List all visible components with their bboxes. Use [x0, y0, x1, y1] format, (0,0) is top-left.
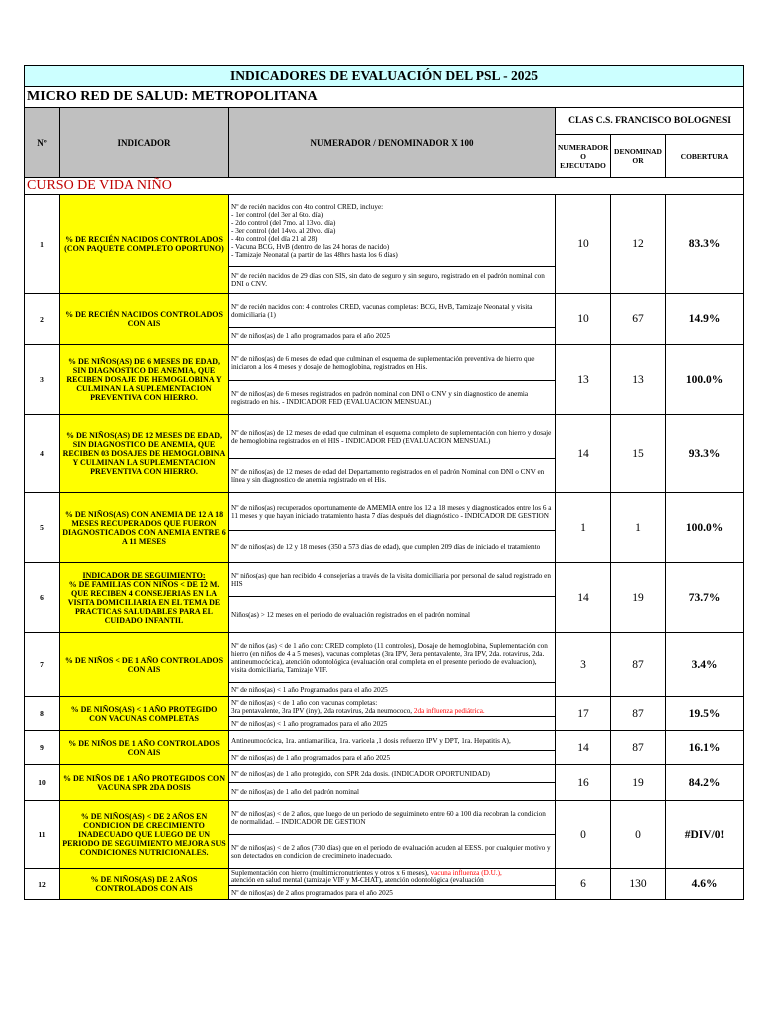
- row-number: 10: [25, 765, 60, 801]
- row-number: 2: [25, 294, 60, 345]
- denominator-value: 13: [611, 345, 666, 415]
- indicator-label: % DE NIÑOS(AS) < DE 2 AÑOS EN CONDICION DE CRECIMIENTO INADECUADO QUE LUEGO DE UN PERIODO DE SEGUIMIENTO MEJORA SUS CONDICIONES NUTRICIONALES.: [62, 812, 226, 857]
- denominator-value: 67: [611, 294, 666, 345]
- numerator-highlight: vacuna influenza (D.U.),: [430, 869, 502, 877]
- numerator-text-continued: atención en salud mental (tamizaje VIF y M-CHAT), atención odontológica (evaluación: [231, 876, 484, 884]
- row-number: 9: [25, 731, 60, 765]
- indicator-label: % DE NIÑOS(AS) DE 2 AÑOS CONTROLADOS CON AIS: [90, 875, 198, 893]
- indicator-title: INDICADOR DE SEGUIMIENTO:: [82, 570, 206, 580]
- numerator-description: [229, 765, 556, 783]
- denominator-description: Niños(as) > 12 meses en el periodo de evaluación registrados en el padrón nominal: [229, 597, 556, 633]
- coverage-value: 100.0%: [666, 493, 744, 563]
- numerator-text: Nº de niños(as) < de 1 año con vacunas completas: 3ra pentavalente, 3ra IPV (iny), 2da rotavirus, 2da neumococo,: [231, 698, 413, 715]
- numerator-value: 3: [556, 633, 611, 697]
- denominator-value: 130: [611, 869, 666, 900]
- coverage-value: 16.1%: [666, 731, 744, 765]
- denominator-value: 0: [611, 801, 666, 869]
- indicator-table: [24, 65, 744, 900]
- row-number: 4: [25, 415, 60, 493]
- numerator-text: Nº de recién nacidos con: 4 controles CRED, vacunas completas: BCG, HvB, Tamizaje Neonatal y visita domiciliaria (1): [231, 302, 533, 319]
- table-row: [25, 294, 744, 328]
- numerator-description: [229, 345, 556, 381]
- table-row: [25, 345, 744, 381]
- indicator-label: % DE RECIÉN NACIDOS CONTROLADOS (CON PAQUETE COMPLETO OPORTUNO): [64, 235, 224, 253]
- table-row: [25, 697, 744, 717]
- coverage-value: 84.2%: [666, 765, 744, 801]
- numerator-value: 16: [556, 765, 611, 801]
- denominator-value: 15: [611, 415, 666, 493]
- header-coverage: COBERTURA: [666, 135, 744, 178]
- denominator-value: 19: [611, 563, 666, 633]
- coverage-value: 93.3%: [666, 415, 744, 493]
- denominator-description: Nº de niños(as) < de 2 años (730 días) que en el periodo de evaluación acuden al EESS. por cualquier motivo y son detectados en condicion de crecimineto inadecuado.: [229, 835, 556, 869]
- indicator-name: [60, 731, 229, 765]
- section-label: CURSO DE VIDA NIÑO: [27, 178, 172, 193]
- denominator-value: 19: [611, 765, 666, 801]
- indicator-label: % DE NIÑOS(AS) DE 12 MESES DE EDAD, SIN DIAGNOSTICO DE ANEMIA, QUE RECIBEN 03 DOSAJES DE HEMOGLOBINA Y CULMINAN LA SUPLEMENTACION PREVENTIVA CON HIERRO.: [62, 431, 226, 476]
- header-numerator: NUMERADOR O EJECUTADO: [556, 135, 611, 178]
- coverage-value: 100.0%: [666, 345, 744, 415]
- table-row: [25, 765, 744, 783]
- denominator-description: Nº de niños(as) de 12 y 18 meses (350 a 573 días de edad), que cumplen 209 días de iniciado el tratamiento: [229, 531, 556, 563]
- denominator-description: Nº de niños(as) de 12 meses de edad del Departamento registrados en el padrón Nominal con DNI o CNV en línea y sin diagnostico de anemia registrado en el His.: [229, 459, 556, 493]
- denominator-description: Nº de recién nacidos de 29 días con SIS, sin dato de seguro y sin seguro, registrado en el padrón nominal con DNI o CNV.: [229, 267, 556, 294]
- coverage-value: 83.3%: [666, 195, 744, 294]
- table-row: [25, 633, 744, 683]
- coverage-value: #DIV/0!: [666, 801, 744, 869]
- numerator-description: [229, 633, 556, 683]
- numerator-text: Nº de recién nacidos con 4to control CRED, incluye: - 1er control (del 3er al 6to. día) - 2do control (del 7mo. al 13vo. día) - 3er control (del 14vo. al 20vo. día) - 4to control (del día 21 al 28) - Vacuna BCG, HvB (dentro de las 24 horas de nacido) - Tamizaje Neonatal (a partir de las 48hrs hasta los 6 días): [231, 202, 398, 259]
- numerator-value: 10: [556, 294, 611, 345]
- table-row: [25, 869, 744, 886]
- indicator-name: [60, 415, 229, 493]
- coverage-value: 4.6%: [666, 869, 744, 900]
- indicator-label: % DE NIÑOS(AS) DE 6 MESES DE EDAD, SIN DIAGNOSTICO DE ANEMIA, QUE RECIBEN DOSAJE DE HEMOGLOBINA Y CULMINAN LA SUPLEMENTACION PREVENTIVA CON HIERRO.: [66, 357, 222, 402]
- indicator-rows: [25, 195, 744, 900]
- table-row: [25, 195, 744, 267]
- indicator-name: [60, 869, 229, 900]
- numerator-highlight: 2da influenza pediátrica.: [413, 706, 485, 715]
- indicator-sheet: [24, 65, 743, 900]
- row-number: 7: [25, 633, 60, 697]
- numerator-description: [229, 563, 556, 597]
- section-title: [25, 178, 744, 195]
- denominator-description: Nº de niños(as) de 1 año programados para el año 2025: [229, 751, 556, 765]
- numerator-text: Antineumocócica, 1ra. antiamarilica, 1ra. varicela ,1 dosis refuerzo IPV y DPT, 1ra. Hepatitis A),: [231, 736, 511, 745]
- numerator-description: [229, 801, 556, 835]
- numerator-value: 0: [556, 801, 611, 869]
- indicator-label: % DE NIÑOS < DE 1 AÑO CONTROLADOS CON AIS: [64, 655, 224, 674]
- row-number: 5: [25, 493, 60, 563]
- table-row: [25, 731, 744, 751]
- numerator-description: [229, 869, 556, 886]
- page-title: INDICADORES DE EVALUACIÓN DEL PSL - 2025: [25, 66, 744, 87]
- numerator-value: 10: [556, 195, 611, 294]
- denominator-description: Nº de niños(as) de 1 año del padrón nominal: [229, 783, 556, 801]
- numerator-text: Nº de niños(as) recuperados oportunamente de AMEMIA entre los 12 a 18 meses y diagnosticados entre los 6 a 11 meses y que hayan iniciado tratamiento hasta 7 días después del diagnóstico - INDICADOR DE GESTION: [231, 503, 552, 520]
- numerator-value: 13: [556, 345, 611, 415]
- denominator-value: 87: [611, 731, 666, 765]
- indicator-name: [60, 345, 229, 415]
- table-row: [25, 563, 744, 597]
- numerator-value: 6: [556, 869, 611, 900]
- denominator-description: Nº de niños(as) de 1 año programados para el año 2025: [229, 328, 556, 345]
- denominator-description: Nº de niños(as) < 1 año Programados para el año 2025: [229, 683, 556, 697]
- numerator-description: [229, 731, 556, 751]
- micro-red-title: MICRO RED DE SALUD: METROPOLITANA: [25, 87, 744, 108]
- numerator-text: Suplementación con hierro (multimicronutrientes y otros x 6 meses),: [231, 869, 431, 877]
- indicator-name: [60, 195, 229, 294]
- indicator-name: [60, 801, 229, 869]
- header-indicator: INDICADOR: [60, 108, 229, 178]
- denominator-value: 87: [611, 697, 666, 731]
- header-number: Nº: [25, 108, 60, 178]
- indicator-label: % DE FAMILIAS CON NIÑOS < DE 12 M. QUE RECIBEN 4 CONSEJERIAS EN LA VISITA DOMICILIARIA EN EL TEMA DE PRACTICAS SALUDABLES PARA EL CUIDADO INFANTIL: [67, 579, 221, 625]
- coverage-value: 73.7%: [666, 563, 744, 633]
- table-row: [25, 801, 744, 835]
- numerator-text: Nº de niños(as) de 12 meses de edad que culminan el esquema completo de suplementación con hierro y dosaje de hemoglobina registrados en el HIS - INDICADOR FED (EVALUACION MENSUAL): [231, 428, 552, 445]
- indicator-label: % DE NIÑOS(AS) < 1 AÑO PROTEGIDO CON VACUNAS COMPLETAS: [70, 704, 218, 723]
- denominator-value: 12: [611, 195, 666, 294]
- numerator-text: Nº de niños(as) < de 2 años, que luego de un periodo de seguimineto entre 60 a 100 dia recobran la condicion de normalidad. – INDICADOR DE GESTION: [231, 809, 546, 826]
- numerator-value: 14: [556, 731, 611, 765]
- header-clas: CLAS C.S. FRANCISCO BOLOGNESI: [556, 108, 744, 135]
- denominator-description: Nº de niños(as) de 2 años programados para el año 2025: [229, 886, 556, 900]
- table-row: [25, 493, 744, 531]
- indicator-name: [60, 294, 229, 345]
- indicator-label: % DE NIÑOS DE 1 AÑO CONTROLADOS CON AIS: [68, 738, 220, 757]
- header-denominator: DENOMINAD OR: [611, 135, 666, 178]
- indicator-name: [60, 697, 229, 731]
- coverage-value: 19.5%: [666, 697, 744, 731]
- indicator-name: [60, 493, 229, 563]
- row-number: 3: [25, 345, 60, 415]
- numerator-description: [229, 493, 556, 531]
- numerator-description: [229, 294, 556, 328]
- numerator-value: 14: [556, 415, 611, 493]
- row-number: 11: [25, 801, 60, 869]
- header-formula: NUMERADOR / DENOMINADOR X 100: [229, 108, 556, 178]
- denominator-description: Nº de niños(as) de 6 meses registrados en padrón nominal con DNI o CNV y sin diagnostico de anemia registrado en his. - INDICADOR FED (EVALUACION MENSUAL): [229, 381, 556, 415]
- coverage-value: 3.4%: [666, 633, 744, 697]
- indicator-label: % DE RECIÉN NACIDOS CONTROLADOS CON AIS: [65, 310, 223, 328]
- row-number: 6: [25, 563, 60, 633]
- indicator-name: [60, 633, 229, 697]
- indicator-label: % DE NIÑOS DE 1 AÑO PROTEGIDOS CON VACUNA SPR 2DA DOSIS: [62, 773, 226, 792]
- numerator-value: 17: [556, 697, 611, 731]
- row-number: 1: [25, 195, 60, 294]
- denominator-value: 1: [611, 493, 666, 563]
- row-number: 8: [25, 697, 60, 731]
- numerator-description: [229, 195, 556, 267]
- numerator-text: Nº de niños(as) de 6 meses de edad que culminan el esquema de suplementación preventiva de hierro que iniciaron a los 4 meses y dosaje de hemoglobina, registrados en His.: [231, 354, 535, 371]
- indicator-name: [60, 765, 229, 801]
- numerator-value: 1: [556, 493, 611, 563]
- numerator-value: 14: [556, 563, 611, 633]
- row-number: 12: [25, 869, 60, 900]
- numerator-description: [229, 697, 556, 717]
- denominator-description: Nº de niños(as) < 1 año programados para el año 2025: [229, 717, 556, 731]
- indicator-label: % DE NIÑOS(AS) CON ANEMIA DE 12 A 18 MESES RECUPERADOS QUE FUERON DIAGNOSTICADOS CON ANEMIA ENTRE 6 A 11 MESES: [62, 509, 226, 546]
- numerator-text: Nº niños(as) que han recibido 4 consejerías a través de la visita domiciliaria por personal de salud registrado en HIS: [231, 571, 551, 588]
- numerator-text: Nº de niños(as) de 1 año protegido, con SPR 2da dosis. (INDICADOR OPORTUNIDAD): [231, 769, 490, 778]
- coverage-value: 14.9%: [666, 294, 744, 345]
- indicator-name: [60, 563, 229, 633]
- numerator-text: Nº de niños (as) < de 1 año con: CRED completo (11 controles), Dosaje de hemoglobina, Suplementación con hierro (en niños de 4 a 5 meses), vacunas completas (3ra IPV, 3era pentavalente, 3ra IPV, 2da. rotavirus, 2da. antineumocócica), atención odontológica (evaluación oral completa en el presente periodo de evaluacion), visita domiciliaria, Tamizaje VIF.: [231, 641, 548, 674]
- numerator-description: [229, 415, 556, 459]
- table-row: [25, 415, 744, 459]
- denominator-value: 87: [611, 633, 666, 697]
